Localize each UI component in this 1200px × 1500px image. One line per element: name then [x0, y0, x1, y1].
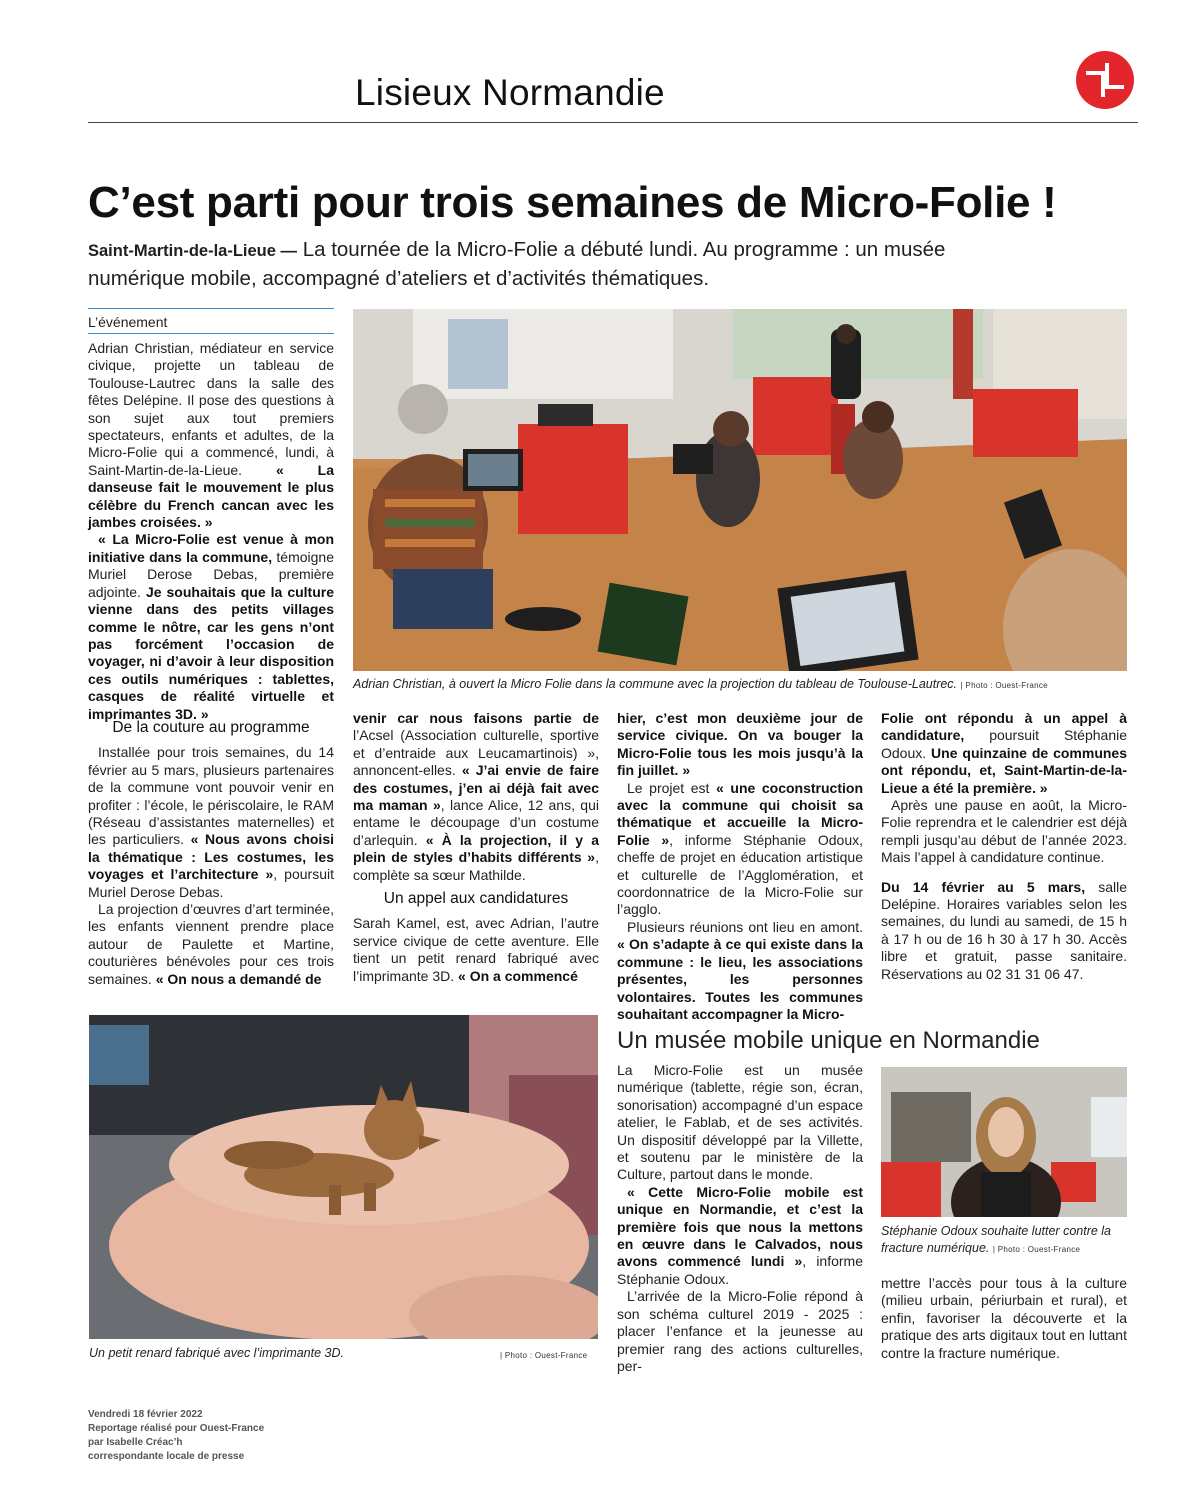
main-photo	[353, 309, 1127, 671]
paragraph: Folie ont répondu à un appel à candidature, poursuit Stéphanie Odoux. Une quinzaine de communes ont répondu, et, Saint-Martin-de-la-Lieue a été la première. »	[881, 710, 1127, 796]
paragraph: La Micro-Folie est un musée numérique (tablette, régie son, écran, sonorisation) accompagné d’un espace atelier, le Fablab, et de ses activités. Un dispositif développé par la Villette, et soutenu par le ministère de la Culture, partout dans le monde.	[617, 1062, 863, 1183]
footer-date: Vendredi 18 février 2022	[88, 1409, 203, 1420]
kicker-label: L’événement	[88, 314, 334, 334]
portrait-photo	[881, 1067, 1127, 1217]
footer-role: correspondante locale de presse	[88, 1451, 245, 1462]
footer-report: Reportage réalisé pour Ouest-France	[88, 1423, 265, 1434]
fox-figurine-image	[89, 1015, 598, 1339]
subheading: De la couture au programme	[112, 719, 310, 736]
box-column-1	[617, 1062, 863, 1375]
paragraph: Adrian Christian, médiateur en service civique, projette un tableau de Toulouse-Lautrec dans la salle des fêtes Delépine. Il pose des questions à son sujet aux tout premiers spectateurs, enfants et adultes, de la Micro-Folie qui a commencé, lundi, à Saint-Martin-de-la-Lieue. « La danseuse fait le mouvement le plus célèbre du French cancan avec les jambes croisées. »	[88, 340, 334, 531]
fox-photo	[89, 1015, 598, 1339]
ouest-france-logo	[1076, 51, 1134, 109]
portrait-caption: Stéphanie Odoux souhaite lutter contre la fracture numérique. | Photo : Ouest-France	[881, 1224, 1112, 1255]
paragraph: Après une pause en août, la Micro-Folie reprendra et le calendrier est déjà rempli jusqu’au début de l’année 2023. Mais l’appel à candidature continue.	[881, 797, 1127, 866]
paragraph: hier, c’est mon deuxième jour de service civique. On va bouger la Micro-Folie tous les mois jusqu’à la fin juillet. »	[617, 710, 863, 779]
column-1-top	[88, 340, 334, 723]
practical-info: Du 14 février au 5 mars, salle Delépine. Horaires variables selon les semaines, du lundi au samedi, de 15 h à 17 h ou de 16 h 30 à 17 h 30. Accès libre et gratuit, passe sanitaire. Réservations au 02 31 31 06 47.	[881, 878, 1127, 982]
paragraph: La projection d’œuvres d’art terminée, les enfants viennent prendre place autour de Paulette et Martine, couturières bénévoles pour ces trois semaines. « On nous a demandé de	[88, 901, 334, 987]
portrait-image	[881, 1067, 1127, 1217]
footer-credits	[88, 1408, 264, 1464]
lead-text: La tournée de la Micro-Folie a débuté lundi. Au programme : un musée numérique mobile, accompagné d’ateliers et d’activités thématiques.	[88, 238, 946, 290]
footer-author: par Isabelle Créac’h	[88, 1437, 183, 1448]
paragraph: mettre l’accès pour tous à la culture (milieu urbain, périurbain et rural), et enfin, favoriser la découverte et la pratique des arts digitaux tout en luttant contre la fracture numérique.	[881, 1275, 1127, 1361]
column-1-bottom	[88, 713, 334, 988]
paragraph: « La Micro-Folie est venue à mon initiative dans la commune, témoigne Muriel Derose Debas, première adjointe. Je souhaitais que la culture vienne dans des petits villages comme le nôtre, car les gens n’ont pas forcément l’occasion de voyager, ni d’avoir à leur disposition ces outils numériques : tablettes, casques de réalité virtuelle et imprimantes 3D. »	[88, 531, 334, 722]
dateline: Saint-Martin-de-la-Lieue —	[88, 242, 298, 260]
paragraph: « Cette Micro-Folie mobile est unique en Normandie, et c’est la première fois que nous la mettons en œuvre dans le Calvados, nous avons commencé lundi », informe Stéphanie Odoux.	[617, 1183, 864, 1287]
paragraph: Installée pour trois semaines, du 14 février au 5 mars, plusieurs partenaires de la commune vont pouvoir venir en profiter : l’école, le périscolaire, le RAM (Réseau d’assistantes maternelles) et les particuliers. « Nous avons choisi la thématique : Les costumes, les voyages et l’architecture », poursuit Muriel Derose Debas.	[88, 744, 334, 900]
section-title: Lisieux Normandie	[355, 72, 665, 113]
portrait-credit: | Photo : Ouest-France	[992, 1245, 1081, 1254]
workshop-scene-image	[353, 309, 1127, 671]
column-4	[881, 710, 1127, 983]
paragraph: Le projet est « une coconstruction avec la commune qui choisit sa thématique et accueille la Micro-Folie », informe Stéphanie Odoux, cheffe de projet en éducation artistique et culturelle de l’Agglomération, et coordonnatrice de la Micro-Folie sur l’agglo.	[617, 779, 863, 918]
photo-credit: | Photo : Ouest-France	[960, 681, 1048, 690]
lead-paragraph	[88, 236, 978, 292]
fox-photo-caption: Un petit renard fabriqué avec l’imprimante 3D.	[89, 1346, 344, 1360]
header-rule	[88, 122, 1138, 123]
column-2	[353, 710, 599, 985]
main-photo-caption: Adrian Christian, à ouvert la Micro Folie dans la commune avec la projection du tableau de Toulouse-Lautrec. | Photo : Ouest-France	[353, 677, 1048, 691]
box-title: Un musée mobile unique en Normandie	[617, 1027, 1040, 1054]
paragraph: venir car nous faisons partie de l’Acsel (Association culturelle, sportive et d’entraide aux Leucamartinois) », annoncent-elles. « J’ai envie de faire des costumes, j’en ai déjà fait avec ma maman », lance Alice, 12 ans, qui entame le découpage d’un costume d’arlequin. « À la projection, il y a plein de styles d’habits différents », complète sa sœur Mathilde.	[353, 710, 599, 883]
subheading: Un appel aux candidatures	[383, 890, 569, 908]
box-column-2	[881, 1275, 1127, 1362]
headline: C’est parti pour trois semaines de Micro-Folie !	[88, 178, 1057, 227]
paragraph: Plusieurs réunions ont lieu en amont. « On s’adapte à ce qui existe dans la commune : le lieu, les associations présentes, les personnes volontaires. Toutes les communes souhaitant accompagner la Micro-	[617, 918, 863, 1022]
paragraph: L’arrivée de la Micro-Folie répond à son schéma culturel 2019 - 2025 : placer l’enfance et la jeunesse au premier rang des actions culturelles, per-	[617, 1288, 863, 1374]
column-3	[617, 710, 863, 1023]
fox-photo-credit: | Photo : Ouest-France	[500, 1351, 588, 1360]
paragraph: Sarah Kamel, est, avec Adrian, l’autre service civique de cette aventure. Elle tient un petit renard fabriqué avec l’imprimante 3D. « On a commencé	[353, 915, 599, 984]
